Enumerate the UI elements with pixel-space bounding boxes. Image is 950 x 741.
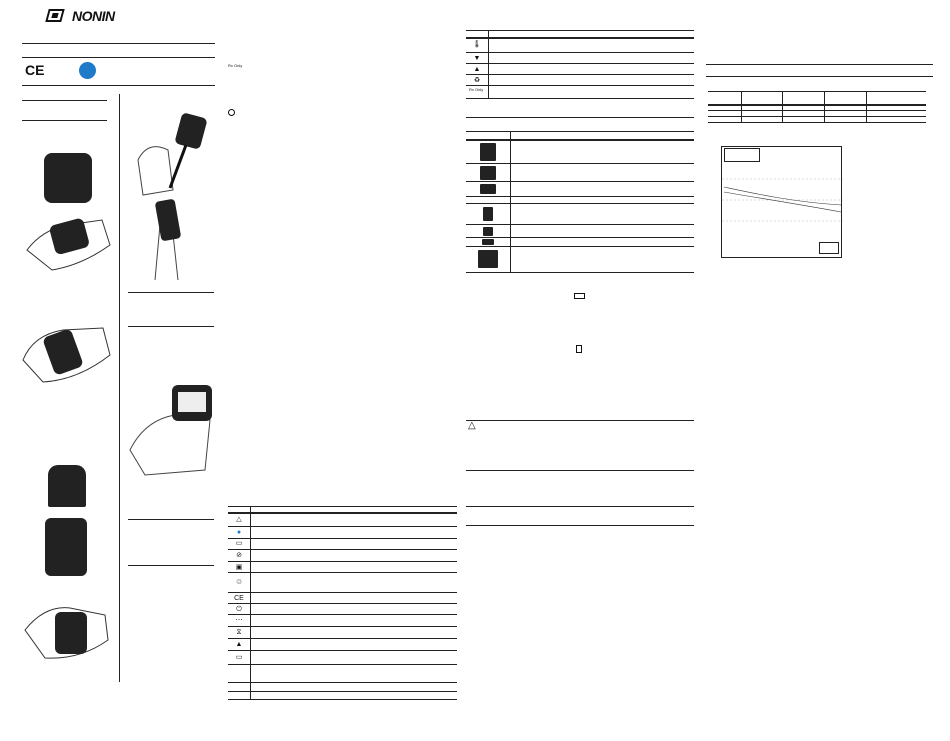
series-line-1 [724, 187, 841, 205]
pulse-display-icon [480, 184, 496, 194]
finger-display-icon [480, 143, 496, 161]
device-squeeze-illustration [20, 600, 112, 662]
ce-mark: CE [25, 62, 45, 78]
instructions-icon: ● [236, 528, 242, 536]
do-not-reuse-icon [228, 109, 235, 116]
logo-text: NONIN [72, 8, 115, 24]
symbols-table [228, 506, 457, 699]
ce-icon: CE [234, 594, 244, 602]
battery-display-icon [478, 250, 498, 268]
device-insert-illustration [22, 210, 112, 275]
caution-icon: △ [468, 420, 476, 431]
device-open-illustration [18, 310, 113, 385]
warning-icon: △ [236, 515, 242, 523]
chart-legend-box [724, 148, 760, 162]
temperature-icon: 🌡 [472, 40, 482, 48]
bluetooth-inline-icon [576, 345, 582, 353]
altitude-icon: ▲ [473, 65, 481, 73]
recycle-icon: ♻ [473, 76, 481, 84]
wireless-icon: ⋯ [235, 616, 243, 624]
spec-table [708, 91, 926, 123]
humidity-icon: ▲ [235, 640, 243, 648]
device-arrows-illustration [45, 518, 87, 576]
hourglass-icon: ⧖ [236, 628, 242, 636]
pressure-icon: ▼ [473, 54, 481, 62]
chart-legend-box-2 [819, 242, 839, 254]
finger-reading-illustration [125, 380, 215, 480]
chart-grid [722, 179, 843, 221]
device-cover-illustration [48, 465, 86, 507]
device-front-illustration [44, 153, 92, 203]
rx-only-symbol: Rx Only [228, 63, 243, 68]
settings-display-icon [483, 227, 493, 236]
power-icon: ⏻ [236, 605, 242, 613]
bluetooth-display-icon [483, 207, 493, 221]
battery-low-display-icon [482, 239, 494, 245]
env-symbols-table [466, 30, 694, 98]
chart-frame [721, 146, 842, 258]
series-line-2 [724, 192, 841, 212]
battery-inline-icon [574, 293, 585, 299]
battery-icon: ▭ [235, 653, 243, 661]
info-icon: ▣ [235, 563, 243, 571]
finger-insert-illustration [128, 110, 213, 200]
perfusion-display-icon [480, 166, 496, 180]
display-indicators-table [466, 131, 694, 272]
recycle-icon: ♲ [235, 578, 243, 586]
manual-icon: ▭ [235, 539, 243, 547]
prohibited-icon: ⊘ [236, 551, 242, 559]
instructions-icon [79, 62, 96, 79]
nonin-logo [50, 8, 130, 24]
finger-clip-illustration [140, 195, 200, 280]
rx-only-symbol: Rx Only [469, 87, 484, 92]
